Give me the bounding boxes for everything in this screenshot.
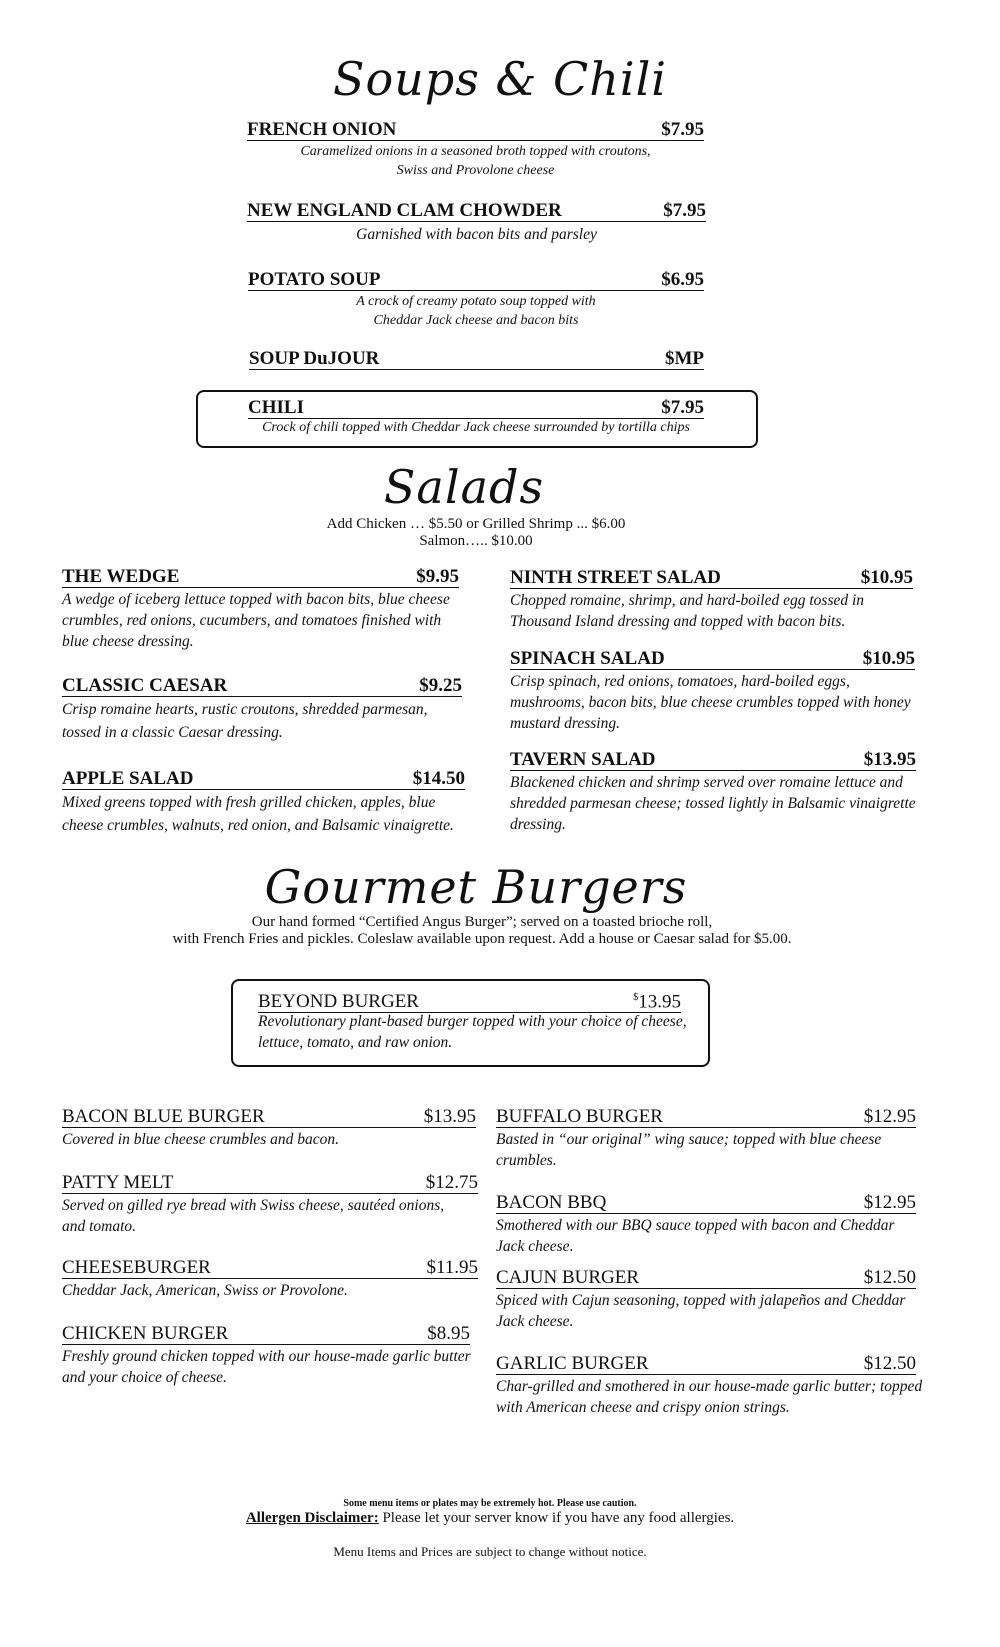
price-symbol: $: [633, 992, 639, 1003]
menu-item-chili: [248, 398, 704, 419]
salad-addons: Add Chicken … $5.50 or Grilled Shrimp ... $6.00 Salmon….. $10.00: [326, 516, 626, 549]
item-description: Char-grilled and smothered in our house-made garlic butter; topped with American cheese and crispy onion strings.: [496, 1378, 923, 1416]
item-name: CAJUN BURGER: [496, 1267, 640, 1288]
item-price: $9.95: [416, 566, 459, 587]
item-description: Freshly ground chicken topped with our house-made garlic butter and your choice of cheese.: [62, 1348, 471, 1386]
allergen-label: Allergen Disclaimer:: [245, 1510, 379, 1526]
item-description: A wedge of iceberg lettuce topped with bacon bits, blue cheese crumbles, red onions, cucumbers, and tomatoes finished with blue cheese dressing.: [62, 591, 450, 650]
item-description: Caramelized onions in a seasoned broth topped with croutons, Swiss and Provolone cheese: [300, 144, 651, 178]
item-name: CHILI: [248, 397, 304, 418]
item-name: CHEESEBURGER: [62, 1257, 211, 1278]
menu-item-the-wedge: [62, 567, 459, 588]
item-price: $6.95: [661, 269, 704, 290]
caution-note: Some menu items or plates may be extremely hot. Please use caution.: [343, 1498, 637, 1509]
item-name: BUFFALO BURGER: [496, 1106, 663, 1127]
item-price: $12.95: [863, 1192, 916, 1213]
item-description: Smothered with our BBQ sauce topped with bacon and Cheddar Jack cheese.: [496, 1217, 895, 1255]
item-price: $11.95: [426, 1257, 478, 1278]
item-price: $12.50: [863, 1353, 916, 1374]
menu-item-apple-salad: [62, 769, 465, 790]
item-description: Garnished with bacon bits and parsley: [356, 226, 597, 243]
item-price: $12.50: [863, 1267, 916, 1288]
item-name: FRENCH ONION: [247, 119, 397, 140]
item-name: GARLIC BURGER: [496, 1353, 649, 1374]
menu-item-garlic-burger: [496, 1354, 916, 1375]
change-notice: Menu Items and Prices are subject to change without notice.: [333, 1544, 647, 1559]
item-name: BEYOND BURGER: [258, 991, 419, 1013]
item-price: $MP: [664, 348, 704, 369]
item-name: POTATO SOUP: [248, 269, 381, 290]
item-price: $7.95: [661, 397, 704, 418]
item-description: Revolutionary plant-based burger topped with your choice of cheese, lettuce, tomato, and raw onion.: [258, 1013, 687, 1051]
item-price: $14.50: [412, 768, 465, 789]
item-name: BACON BBQ: [496, 1192, 607, 1213]
item-name: THE WEDGE: [62, 566, 180, 587]
item-name: APPLE SALAD: [62, 768, 194, 789]
item-description: Spiced with Cajun seasoning, topped with jalapeños and Cheddar Jack cheese.: [496, 1292, 906, 1330]
menu-item-cheeseburger: [62, 1258, 478, 1279]
menu-item-buffalo-burger: [496, 1107, 916, 1128]
item-price: [633, 988, 681, 1012]
salads-title: Salads: [383, 460, 545, 514]
item-name: CLASSIC CAESAR: [62, 675, 228, 696]
item-description: Served on gilled rye bread with Swiss cheese, sautéed onions, and tomato.: [62, 1197, 445, 1235]
allergen-text: Please let your server know if you have any food allergies.: [378, 1510, 735, 1526]
soups-title: Soups & Chili: [332, 52, 668, 106]
menu-item-tavern-salad: [510, 750, 916, 771]
item-price: $12.75: [425, 1172, 478, 1193]
item-description: Blackened chicken and shrimp served over romaine lettuce and shredded parmesan cheese; tossed lightly in Balsamic vinaigrette dressing.: [510, 774, 916, 833]
menu-item-soup-dujour: [249, 349, 704, 370]
item-name: BACON BLUE BURGER: [62, 1106, 265, 1127]
burgers-title: Gourmet Burgers: [264, 860, 688, 914]
menu-item-french-onion: [247, 120, 704, 141]
item-name: SOUP DuJOUR: [249, 348, 380, 369]
menu-item-bacon-blue-burger: [62, 1107, 476, 1128]
item-name: CHICKEN BURGER: [62, 1323, 229, 1344]
item-name: PATTY MELT: [62, 1172, 174, 1193]
item-name: NINTH STREET SALAD: [510, 567, 721, 588]
item-price: $7.95: [663, 200, 706, 221]
item-price: $8.95: [427, 1323, 470, 1344]
allergen-disclaimer: [0, 1510, 990, 1527]
item-name: SPINACH SALAD: [510, 648, 665, 669]
item-price: $9.25: [419, 675, 462, 696]
menu-item-patty-melt: [62, 1173, 478, 1194]
item-description: Crock of chili topped with Cheddar Jack cheese surrounded by tortilla chips: [262, 420, 690, 435]
menu-item-beyond-burger: [258, 988, 681, 1013]
menu-item-potato-soup: [248, 270, 704, 291]
menu-item-spinach-salad: [510, 649, 915, 670]
item-description: Basted in “our original” wing sauce; topped with blue cheese crumbles.: [496, 1131, 882, 1169]
item-description: Crisp spinach, red onions, tomatoes, hard-boiled eggs, mushrooms, bacon bits, blue cheese crumbles topped with honey mustard dressing.: [510, 673, 911, 732]
item-price: $10.95: [860, 567, 913, 588]
item-name: NEW ENGLAND CLAM CHOWDER: [247, 200, 562, 221]
item-description: Chopped romaine, shrimp, and hard-boiled egg tossed in Thousand Island dressing and topped with bacon bits.: [510, 592, 865, 630]
item-description: Crisp romaine hearts, rustic croutons, shredded parmesan, tossed in a classic Caesar dressing.: [62, 701, 428, 741]
burgers-intro: Our hand formed “Certified Angus Burger”; served on a toasted brioche roll, with French Fries and pickles. Coleslaw available upon request. Add a house or Caesar salad for $5.00.: [172, 914, 792, 947]
menu-item-chicken-burger: [62, 1324, 470, 1345]
item-price: $10.95: [862, 648, 915, 669]
item-price: $12.95: [863, 1106, 916, 1127]
menu-item-clam-chowder: [247, 201, 706, 222]
menu-item-classic-caesar: [62, 676, 462, 697]
item-description: Covered in blue cheese crumbles and bacon.: [62, 1131, 340, 1148]
item-name: TAVERN SALAD: [510, 749, 656, 770]
item-price: $13.95: [863, 749, 916, 770]
menu-item-ninth-street-salad: [510, 568, 913, 589]
item-description: A crock of creamy potato soup topped with Cheddar Jack cheese and bacon bits: [356, 294, 596, 328]
menu-item-cajun-burger: [496, 1268, 916, 1289]
item-description: Cheddar Jack, American, Swiss or Provolone.: [62, 1282, 348, 1299]
item-price: $13.95: [423, 1106, 476, 1127]
price-value: 13.95: [638, 991, 681, 1013]
item-description: Mixed greens topped with fresh grilled chicken, apples, blue cheese crumbles, walnuts, red onion, and Balsamic vinaigrette.: [62, 794, 454, 834]
item-price: $7.95: [661, 119, 704, 140]
menu-item-bacon-bbq: [496, 1193, 916, 1214]
